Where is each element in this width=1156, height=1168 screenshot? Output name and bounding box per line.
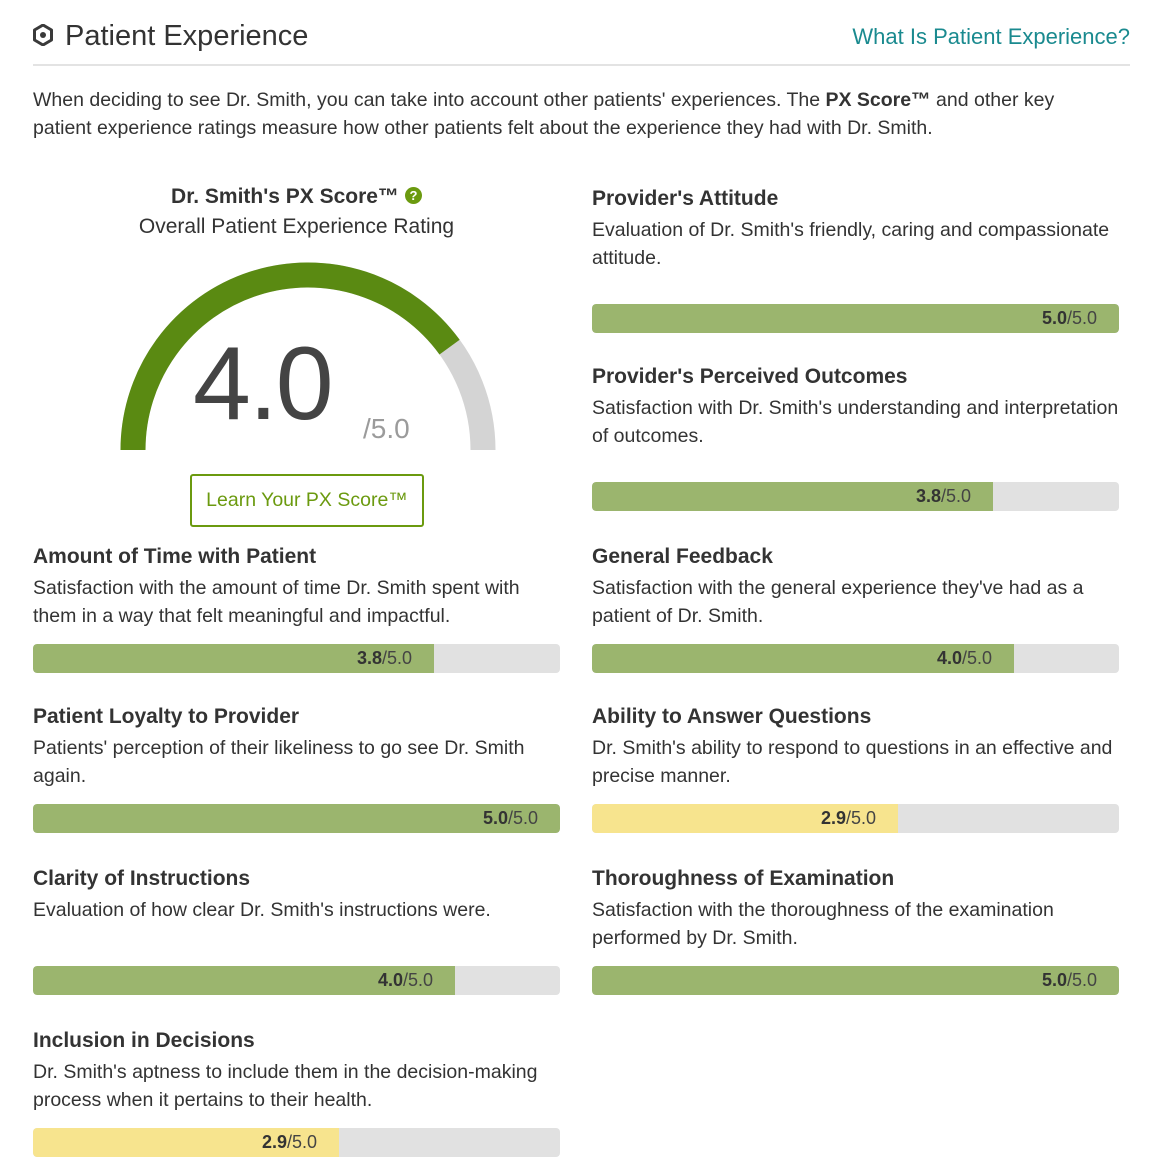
metric-inclusion-in-decisions bbox=[33, 1027, 560, 1152]
rating-max: /5.0 bbox=[961, 648, 992, 668]
rating-bar bbox=[592, 644, 1119, 673]
metric-provider-s-attitude bbox=[592, 185, 1119, 328]
metric-description: Dr. Smith's ability to respond to questions in an effective and precise manner. bbox=[592, 737, 1113, 787]
rating-label bbox=[357, 644, 412, 673]
metric-title: Clarity of Instructions bbox=[33, 867, 251, 890]
rating-label bbox=[937, 644, 992, 673]
section-header bbox=[33, 18, 1130, 66]
px-score-value: 4.0 bbox=[193, 326, 332, 442]
rating-bar bbox=[33, 1128, 560, 1157]
metric-title: Provider's Perceived Outcomes bbox=[592, 365, 908, 388]
rating-bar bbox=[592, 482, 1119, 511]
rating-max: /5.0 bbox=[402, 970, 433, 990]
rating-score: 2.9 bbox=[820, 808, 846, 828]
hexagon-logo-icon bbox=[33, 24, 53, 46]
px-score-panel bbox=[33, 185, 560, 530]
rating-score: 3.8 bbox=[356, 648, 382, 668]
what-is-patient-experience-link[interactable]: What Is Patient Experience? bbox=[852, 24, 1130, 49]
metric-title: Inclusion in Decisions bbox=[33, 1029, 255, 1052]
rating-label bbox=[1042, 966, 1097, 995]
rating-max: /5.0 bbox=[507, 808, 538, 828]
metric-description: Patients' perception of their likeliness to go see Dr. Smith again. bbox=[33, 737, 525, 787]
rating-bar bbox=[592, 804, 1119, 833]
rating-max: /5.0 bbox=[381, 648, 412, 668]
rating-score: 5.0 bbox=[1041, 970, 1067, 990]
metric-ability-to-answer-questions bbox=[592, 703, 1119, 828]
px-score-subtitle: Overall Patient Experience Rating bbox=[138, 215, 455, 238]
metric-title: Provider's Attitude bbox=[592, 187, 779, 210]
metric-provider-s-perceived-outcomes bbox=[592, 363, 1119, 506]
rating-max: /5.0 bbox=[845, 808, 876, 828]
metric-title: Thoroughness of Examination bbox=[592, 867, 895, 890]
metric-title: General Feedback bbox=[592, 545, 773, 568]
rating-bar-fill bbox=[592, 966, 1119, 995]
metric-description: Dr. Smith's aptness to include them in the decision-making process when it pertains to their health. bbox=[33, 1061, 538, 1111]
metric-description: Evaluation of how clear Dr. Smith's instructions were. bbox=[33, 899, 491, 921]
rating-max: /5.0 bbox=[1066, 970, 1097, 990]
rating-max: /5.0 bbox=[940, 486, 971, 506]
rating-label bbox=[1042, 304, 1097, 333]
metric-clarity-of-instructions bbox=[33, 865, 560, 990]
rating-max: /5.0 bbox=[286, 1132, 317, 1152]
help-icon[interactable]: ? bbox=[405, 187, 422, 204]
metric-title: Ability to Answer Questions bbox=[592, 705, 872, 728]
learn-px-score-button[interactable]: Learn Your PX Score™ bbox=[190, 474, 424, 527]
metric-thoroughness-of-examination bbox=[592, 865, 1119, 990]
rating-bar-fill bbox=[592, 304, 1119, 333]
rating-bar bbox=[592, 966, 1119, 995]
rating-label bbox=[483, 804, 538, 833]
rating-max: /5.0 bbox=[1066, 308, 1097, 328]
metric-description: Evaluation of Dr. Smith's friendly, caring and compassionate attitude. bbox=[592, 219, 1110, 269]
rating-bar bbox=[592, 304, 1119, 333]
intro-text: When deciding to see Dr. Smith, you can take into account other patients' experiences. The PX Score™ and other key patient experience ratings measure how other patients felt about the experience they had with Dr. Smith. bbox=[33, 89, 1055, 139]
metric-title: Amount of Time with Patient bbox=[33, 545, 317, 568]
rating-bar bbox=[33, 966, 560, 995]
rating-bar-fill bbox=[33, 804, 560, 833]
rating-label bbox=[378, 966, 433, 995]
rating-label bbox=[821, 804, 876, 833]
px-score-max: /5.0 bbox=[363, 413, 410, 444]
rating-score: 5.0 bbox=[482, 808, 508, 828]
metric-description: Satisfaction with the general experience they've had as a patient of Dr. Smith. bbox=[592, 577, 1084, 627]
rating-bar bbox=[33, 644, 560, 673]
rating-score: 3.8 bbox=[915, 486, 941, 506]
page-title: Patient Experience bbox=[65, 20, 309, 52]
metric-general-feedback bbox=[592, 543, 1119, 668]
metric-description: Satisfaction with the amount of time Dr. Smith spent with them in a way that felt meaningful and impactful. bbox=[33, 577, 520, 627]
metric-description: Satisfaction with Dr. Smith's understanding and interpretation of outcomes. bbox=[592, 397, 1119, 447]
rating-score: 4.0 bbox=[377, 970, 403, 990]
metric-patient-loyalty-to-provider bbox=[33, 703, 560, 828]
rating-score: 2.9 bbox=[261, 1132, 287, 1152]
rating-label bbox=[916, 482, 971, 511]
rating-score: 5.0 bbox=[1041, 308, 1067, 328]
rating-score: 4.0 bbox=[936, 648, 962, 668]
rating-bar bbox=[33, 804, 560, 833]
metric-amount-of-time-with-patient bbox=[33, 543, 560, 668]
metric-description: Satisfaction with the thoroughness of the examination performed by Dr. Smith. bbox=[592, 899, 1054, 949]
px-score-title: Dr. Smith's PX Score™ ? bbox=[33, 185, 560, 209]
metric-title: Patient Loyalty to Provider bbox=[33, 705, 300, 728]
rating-label bbox=[262, 1128, 317, 1157]
